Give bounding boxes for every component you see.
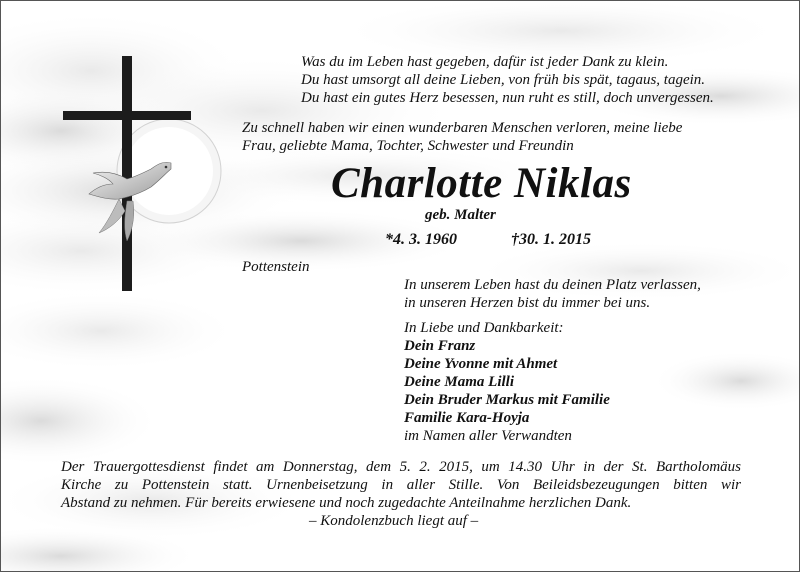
life-dates bbox=[385, 231, 591, 249]
poem-top-line: Du hast ein gutes Herz besessen, nun ruht es still, doch unvergessen. bbox=[301, 90, 714, 106]
deceased-name: Charlotte Niklas bbox=[331, 160, 632, 207]
poem-top bbox=[301, 53, 714, 107]
birth-date: *4. 3. 1960 bbox=[385, 231, 457, 248]
intro-text bbox=[242, 119, 682, 155]
poem-bottom-line: in unseren Herzen bist du immer bei uns. bbox=[404, 295, 651, 311]
intro-line: Frau, geliebte Mama, Tochter, Schwester und Freundin bbox=[242, 138, 574, 154]
relatives-line: im Namen aller Verwandten bbox=[404, 428, 572, 444]
signer: Deine Mama Lilli bbox=[404, 374, 514, 390]
funeral-line: Der Trauergottesdienst findet am Donnerstag, dem 5. 2. 2015, um 14.30 Uhr in der St. Bartholomäus bbox=[61, 459, 741, 475]
signers-list bbox=[404, 337, 610, 427]
funeral-line: Abstand zu nehmen. Für bereits erwiesene und noch zugedachte Anteilnahme herzlichen Dank. bbox=[61, 495, 632, 511]
thanks-line: In Liebe und Dankbarkeit: bbox=[404, 320, 564, 336]
intro-line: Zu schnell haben wir einen wunderbaren Menschen verloren, meine liebe bbox=[242, 120, 683, 136]
poem-bottom-line: In unserem Leben hast du deinen Platz verlassen, bbox=[404, 277, 701, 293]
death-date: †30. 1. 2015 bbox=[511, 231, 591, 248]
poem-top-line: Was du im Leben hast gegeben, dafür ist jeder Dank zu klein. bbox=[301, 54, 669, 70]
signer: Familie Kara-Hoyja bbox=[404, 410, 530, 426]
signer: Deine Yvonne mit Ahmet bbox=[404, 356, 558, 372]
signer: Dein Franz bbox=[404, 338, 476, 354]
signer: Dein Bruder Markus mit Familie bbox=[404, 392, 610, 408]
funeral-line: Kirche zu Pottenstein statt. Urnenbeisetzung in aller Stille. Von Beileidsbezeugungen bitten wir bbox=[61, 477, 741, 493]
condolence-book-note: – Kondolenzbuch liegt auf – bbox=[309, 513, 479, 529]
birth-name: geb. Malter bbox=[425, 207, 496, 223]
poem-bottom bbox=[404, 276, 701, 312]
place: Pottenstein bbox=[242, 259, 310, 275]
funeral-notice bbox=[61, 458, 741, 512]
poem-top-line: Du hast umsorgt all deine Lieben, von früh bis spät, tagaus, tagein. bbox=[301, 72, 706, 88]
